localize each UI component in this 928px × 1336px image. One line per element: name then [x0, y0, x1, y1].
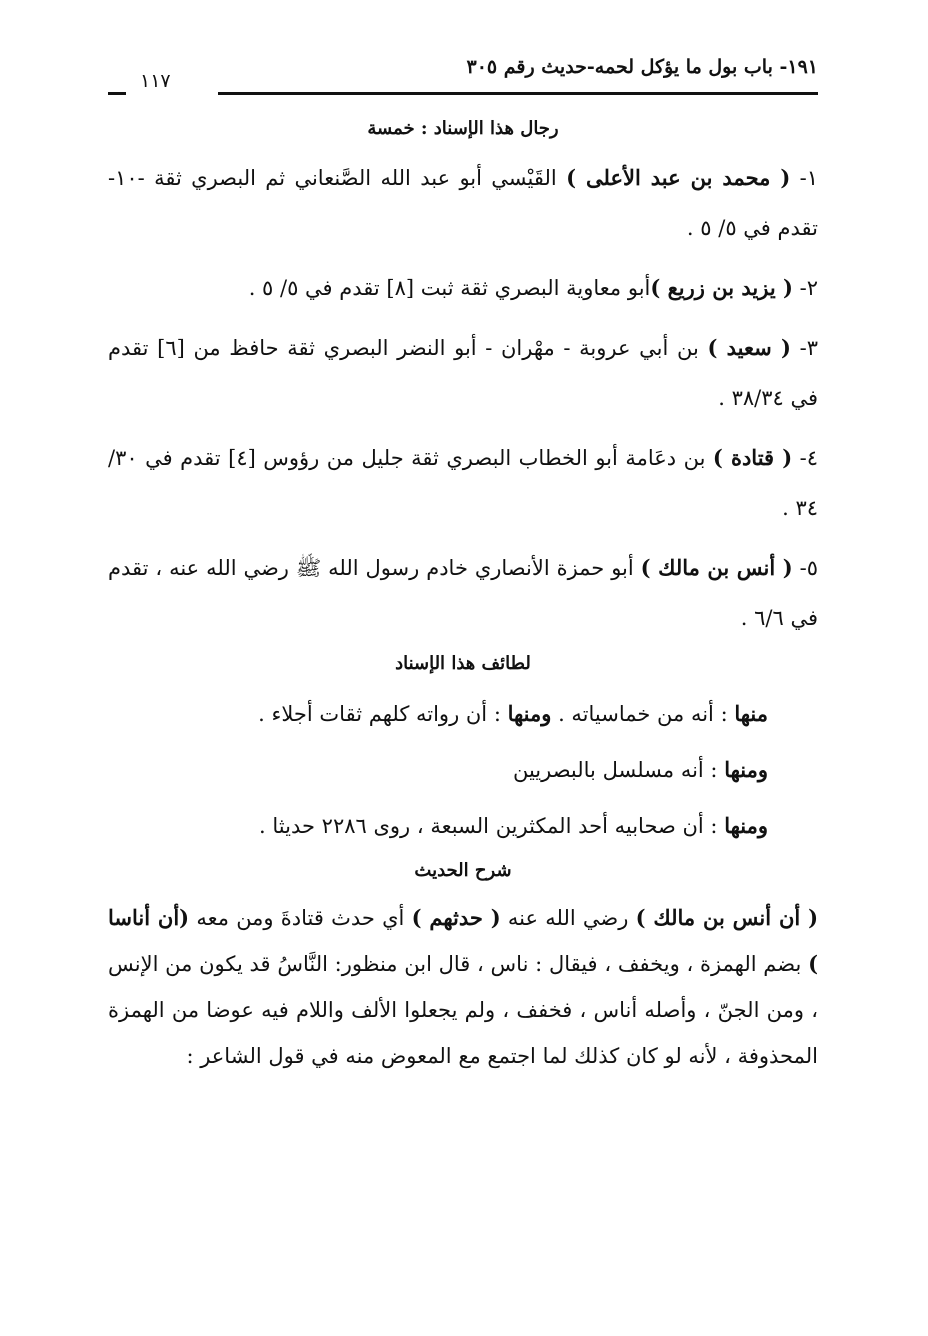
narrator-5: ٥- ( أنس بن مالك ) أبو حمزة الأنصاري خادم رسول الله ﷺ رضي الله عنه ، تقدم في ٦/٦ . [108, 555, 818, 630]
narrator-1: ١- ( محمد بن عبد الأعلى ) القَيْسي أبو عبد الله الصَّنعاني ثم البصري ثقة -١٠- تقدم في ٥/ ٥ . [108, 165, 818, 240]
narrator-name: ( يزيد بن زريع ) [650, 275, 793, 300]
sharh-heading: شرح الحديث [414, 860, 512, 881]
lataif-line-1: منها : أنه من خماسياته . ومنها : أن رواته كلهم ثقات أجلاء . [258, 701, 768, 726]
lataif-heading: لطائف هذا الإسناد [395, 653, 531, 674]
narrator-name: ( قتادة ) [712, 445, 793, 470]
narrator-4: ٤- ( قتادة ) بن دعَامة أبو الخطاب البصري ثقة جليل من رؤوس [٤] تقدم في ٣٠/ ٣٤ . [108, 445, 818, 520]
narrator-name: ( أنس بن مالك ) [640, 555, 793, 580]
sharh-paragraph: ( أن أنس بن مالك ) رضي الله عنه ( حدثهم ) أي حدث قتادةَ ومن معه (أن أناسا ) بضم الهمزة ، ويخفف ، فيقال : ناس ، قال ابن منظور: النَّاسُ قد يكون من الإنس ، ومن الجنّ ، وأصله أناس ، فخفف ، ولم يجعلوا الألف واللام فيه عوضا من الهمزة المحذوفة ، لأنه لو كان كذلك لما اجتمع مع المعوض منه في قول الشاعر : [108, 905, 818, 1068]
page-number: ١١٧ [140, 70, 171, 92]
narrator-name: ( سعيد ) [707, 335, 791, 360]
rijal-heading: رجال هذا الإسناد : خمسة [367, 118, 559, 139]
narrator-2: ٢- ( يزيد بن زريع )أبو معاوية البصري ثقة ثبت [٨] تقدم في ٥/ ٥ . [248, 275, 818, 300]
page-content [108, 110, 818, 1079]
lataif-line-2: ومنها : أنه مسلسل بالبصريين [512, 757, 768, 782]
lataif-line-3: ومنها : أن صحابيه أحد المكثرين السبعة ، روى ٢٢٨٦ حديثا . [259, 813, 768, 838]
narrator-3: ٣- ( سعيد ) بن أبي عروبة - مهْران - أبو النضر البصري ثقة حافظ من [٦] تقدم في ٣٨/٣٤ . [108, 335, 818, 410]
page-header [108, 52, 818, 100]
chapter-title: ١٩١- باب بول ما يؤكل لحمه-حديث رقم ٣٠٥ [466, 56, 818, 78]
narrator-name: ( محمد بن عبد الأعلى ) [566, 165, 791, 190]
